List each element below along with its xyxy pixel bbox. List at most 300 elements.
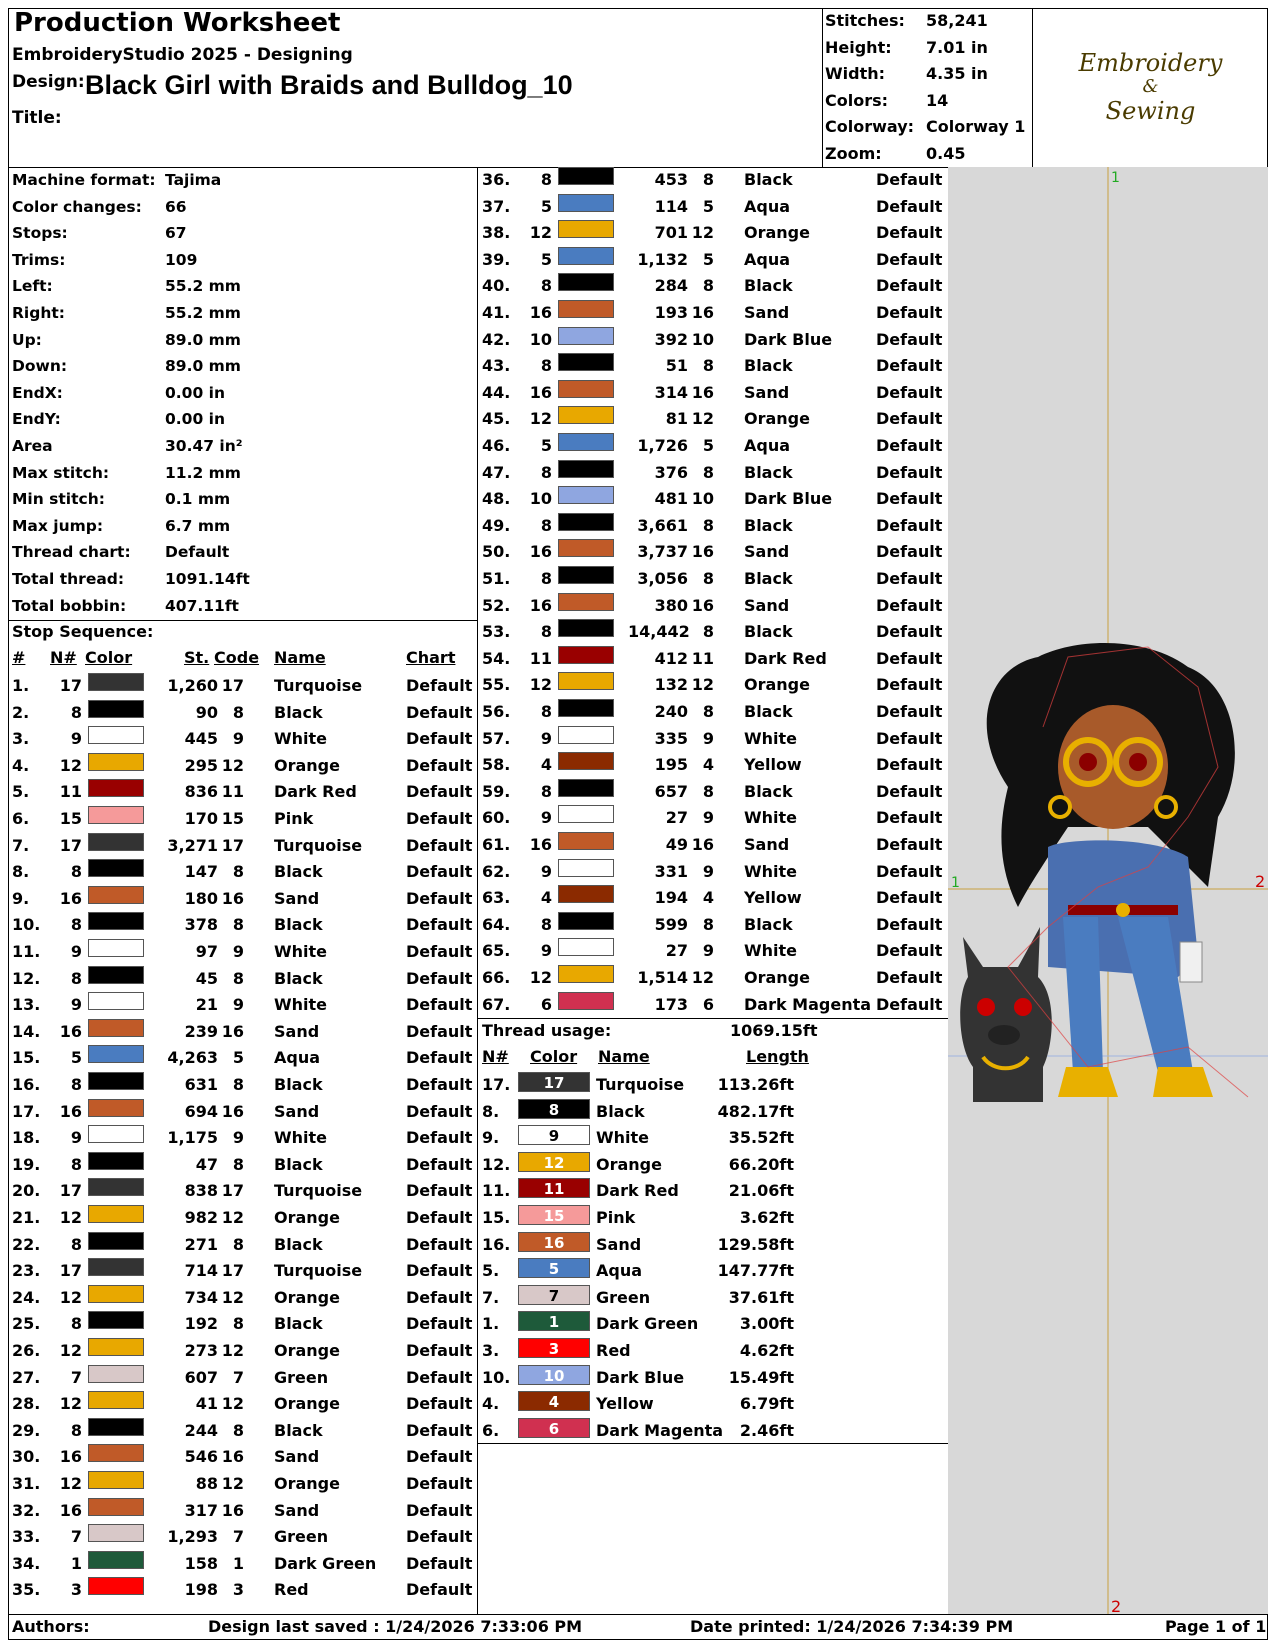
thread-swatch: 9 [518, 1125, 590, 1145]
row-code: 11 [691, 648, 714, 668]
table-row [8, 1258, 476, 1285]
row-code: 8 [232, 1314, 244, 1334]
row-code: 12 [221, 1287, 244, 1307]
row-needle: 8 [540, 356, 552, 376]
row-stitches: 132 [654, 675, 688, 695]
row-code: 4 [702, 888, 714, 908]
row-stitches: 90 [195, 702, 218, 722]
row-name: Sand [744, 382, 790, 402]
row-chart: Default [406, 1553, 473, 1573]
row-number: 50. [482, 542, 511, 562]
color-swatch [558, 167, 614, 185]
row-number: 10. [12, 915, 41, 935]
thread-col-header: N# [482, 1047, 509, 1066]
row-code: 8 [702, 914, 714, 934]
color-swatch [558, 433, 614, 451]
table-row [478, 646, 946, 673]
table-row [478, 805, 946, 832]
row-number: 37. [482, 196, 511, 216]
row-name: Orange [274, 1208, 340, 1227]
list-item [478, 1099, 948, 1126]
table-row [8, 1471, 476, 1498]
row-name: White [744, 941, 798, 961]
row-needle: 6 [540, 994, 552, 1014]
table-row [8, 1099, 476, 1126]
row-name: Dark Green [274, 1553, 377, 1573]
row-code: 1 [232, 1553, 244, 1573]
stat-value: 7.01 in [926, 37, 988, 57]
color-swatch [88, 1498, 144, 1516]
row-name: Black [744, 702, 793, 721]
row-code: 15 [221, 809, 244, 828]
color-swatch [558, 566, 614, 584]
row-stitches: 273 [184, 1341, 218, 1360]
list-item [478, 1205, 948, 1232]
row-number: 8. [12, 862, 30, 882]
color-swatch [558, 406, 614, 424]
row-name: Orange [744, 675, 810, 695]
row-chart: Default [876, 569, 943, 588]
color-swatch [88, 1551, 144, 1569]
row-name: Black [744, 170, 793, 189]
row-needle: 1 [70, 1553, 82, 1573]
stat-label: Height: [825, 37, 892, 57]
color-swatch [88, 1072, 144, 1090]
row-code: 5 [232, 1048, 244, 1068]
row-chart: Default [406, 862, 473, 882]
row-number: 23. [12, 1261, 41, 1281]
footer-authors: Authors: [12, 1617, 90, 1636]
row-name: Black [744, 622, 793, 642]
row-stitches: 195 [654, 755, 688, 775]
row-chart: Default [406, 995, 473, 1015]
row-chart: Default [406, 1394, 473, 1414]
row-chart: Default [406, 1314, 473, 1334]
row-chart: Default [876, 941, 943, 961]
table-row [8, 1498, 476, 1525]
row-needle: 8 [70, 915, 82, 935]
info-label: Right: [12, 304, 65, 322]
table-row [8, 700, 476, 727]
row-needle: 7 [70, 1367, 82, 1387]
row-name: Yellow [744, 888, 802, 908]
row-stitches: 147 [184, 862, 218, 882]
row-name: Turquoise [274, 676, 363, 695]
row-name: Orange [274, 1474, 340, 1493]
row-chart: Default [876, 436, 943, 455]
info-value: 0.00 in [165, 410, 225, 429]
row-number: 3. [12, 729, 30, 749]
thread-swatch: 5 [518, 1258, 590, 1278]
table-row [478, 885, 946, 912]
color-swatch [558, 752, 614, 770]
row-name: Dark Blue [744, 489, 833, 509]
row-number: 42. [482, 329, 511, 349]
row-chart: Default [406, 888, 473, 908]
row-chart: Default [406, 782, 473, 802]
thread-name: Dark Red [596, 1181, 679, 1201]
row-stitches: 657 [654, 781, 688, 801]
table-row [8, 779, 476, 806]
info-label: Left: [12, 277, 53, 296]
stat-value: 14 [926, 90, 949, 110]
color-swatch [558, 938, 614, 956]
marker-top: 1 [1111, 170, 1120, 186]
row-code: 12 [691, 968, 714, 987]
info-divider [8, 620, 477, 621]
info-label: Area [12, 437, 53, 455]
info-value: 109 [165, 250, 198, 269]
row-name: Sand [744, 595, 790, 615]
color-swatch [558, 726, 614, 744]
logo [1033, 48, 1268, 126]
color-swatch [558, 885, 614, 903]
stat-row [823, 35, 1033, 62]
row-chart: Default [406, 729, 473, 749]
row-stitches: 445 [184, 729, 218, 749]
row-stitches: 81 [665, 409, 688, 429]
thread-needle: 4. [482, 1394, 500, 1414]
row-number: 22. [12, 1234, 41, 1254]
row-chart: Default [406, 1234, 473, 1254]
info-value: 89.0 mm [165, 357, 241, 376]
row-number: 48. [482, 489, 511, 509]
row-needle: 4 [540, 888, 552, 908]
row-number: 35. [12, 1580, 41, 1600]
thread-length: 147.77ft [717, 1261, 794, 1281]
info-label: Up: [12, 330, 42, 349]
thread-swatch: 12 [518, 1152, 590, 1172]
row-stitches: 1,514 [637, 968, 688, 987]
thread-swatch: 7 [518, 1285, 590, 1305]
row-chart: Default [406, 1021, 473, 1041]
table-row [8, 1391, 476, 1418]
info-label: Trims: [12, 250, 66, 269]
row-name: Black [274, 1154, 323, 1174]
thread-needle: 10. [482, 1367, 511, 1387]
thread-name: Dark Green [596, 1314, 699, 1334]
table-row [478, 353, 946, 380]
row-chart: Default [406, 1261, 473, 1281]
color-swatch [558, 859, 614, 877]
row-name: Orange [744, 968, 810, 987]
table-row [8, 1338, 476, 1365]
table-row [8, 1577, 476, 1604]
row-stitches: 317 [184, 1500, 218, 1520]
row-number: 66. [482, 968, 511, 987]
row-name: Black [744, 569, 793, 588]
color-swatch [88, 700, 144, 718]
marker-left: 1 [951, 875, 960, 891]
row-needle: 12 [59, 1287, 82, 1307]
thread-needle: 9. [482, 1128, 500, 1148]
info-row [12, 353, 472, 380]
thread-needle: 8. [482, 1101, 500, 1121]
row-chart: Default [406, 1208, 473, 1227]
list-item [478, 1125, 948, 1152]
list-item [478, 1178, 948, 1205]
row-number: 18. [12, 1128, 41, 1148]
row-code: 9 [702, 941, 714, 961]
row-code: 16 [221, 1021, 244, 1041]
row-needle: 12 [529, 968, 552, 987]
color-swatch [558, 194, 614, 212]
table-row [8, 1178, 476, 1205]
row-stitches: 1,726 [637, 436, 688, 455]
row-needle: 8 [70, 1154, 82, 1174]
row-chart: Default [876, 249, 943, 269]
row-stitches: 14,442 [628, 622, 690, 642]
table-row [8, 673, 476, 700]
row-chart: Default [406, 1075, 473, 1094]
row-stitches: 694 [184, 1101, 218, 1121]
info-label: Stops: [12, 224, 68, 243]
thread-swatch: 17 [518, 1072, 590, 1092]
table-row [478, 273, 946, 300]
row-stitches: 1,293 [167, 1527, 218, 1547]
info-value: 89.0 mm [165, 330, 241, 349]
row-stitches: 380 [654, 595, 688, 615]
row-chart: Default [406, 942, 473, 961]
table-row [478, 194, 946, 221]
row-name: Orange [274, 1341, 340, 1360]
row-code: 8 [232, 1234, 244, 1254]
row-name: Orange [744, 409, 810, 429]
row-stitches: 198 [184, 1580, 218, 1600]
row-chart: Default [406, 835, 473, 855]
thread-length: 6.79ft [739, 1394, 794, 1414]
thread-needle: 7. [482, 1287, 500, 1307]
color-swatch [88, 992, 144, 1010]
row-name: Sand [274, 888, 320, 908]
row-chart: Default [876, 994, 943, 1014]
row-needle: 8 [540, 569, 552, 588]
row-number: 56. [482, 702, 511, 721]
row-stitches: 271 [184, 1234, 218, 1254]
row-stitches: 192 [184, 1314, 218, 1334]
thread-needle: 5. [482, 1261, 500, 1281]
row-chart: Default [406, 915, 473, 935]
thread-name: Dark Blue [596, 1367, 685, 1387]
color-swatch [558, 380, 614, 398]
row-stitches: 412 [654, 648, 688, 668]
row-stitches: 194 [654, 888, 688, 908]
row-needle: 12 [59, 1341, 82, 1360]
thread-length: 35.52ft [728, 1128, 794, 1148]
row-number: 15. [12, 1048, 41, 1068]
stop-sequence-heading: Stop Sequence: [12, 622, 154, 641]
info-row [12, 194, 472, 221]
color-swatch [558, 486, 614, 504]
row-needle: 8 [540, 170, 552, 189]
row-needle: 12 [59, 1208, 82, 1227]
table-row [478, 327, 946, 354]
color-swatch [88, 1099, 144, 1117]
table-row [478, 859, 946, 886]
table-row [478, 486, 946, 513]
row-code: 17 [221, 1261, 244, 1281]
row-name: White [274, 1128, 328, 1148]
thread-name: Dark Magenta [596, 1420, 724, 1440]
color-swatch [88, 1258, 144, 1276]
bulldog-artwork [960, 927, 1052, 1102]
color-swatch [88, 753, 144, 771]
info-value: Tajima [165, 171, 222, 189]
thread-swatch: 3 [518, 1338, 590, 1358]
table-row [8, 939, 476, 966]
row-needle: 12 [59, 755, 82, 775]
info-label: EndX: [12, 383, 63, 402]
row-number: 12. [12, 968, 41, 988]
info-row [12, 406, 472, 433]
row-number: 29. [12, 1420, 41, 1440]
row-code: 8 [702, 276, 714, 296]
row-stitches: 392 [654, 329, 688, 349]
color-swatch [88, 673, 144, 691]
row-code: 8 [702, 702, 714, 721]
row-code: 17 [221, 1181, 244, 1201]
row-chart: Default [406, 1101, 473, 1121]
table-row [478, 965, 946, 992]
row-needle: 10 [529, 329, 552, 349]
row-stitches: 1,132 [637, 249, 688, 269]
row-code: 8 [232, 702, 244, 722]
table-row [478, 726, 946, 753]
row-needle: 12 [529, 223, 552, 243]
info-row [12, 486, 472, 513]
row-number: 20. [12, 1181, 41, 1201]
stop-col-header: # [12, 648, 26, 667]
row-name: Aqua [274, 1048, 321, 1068]
thread-needle: 11. [482, 1181, 511, 1201]
row-needle: 9 [70, 729, 82, 749]
row-stitches: 607 [184, 1367, 218, 1387]
row-chart: Default [406, 1181, 473, 1201]
list-item [478, 1152, 948, 1179]
row-stitches: 284 [654, 276, 688, 296]
row-needle: 4 [540, 755, 552, 775]
row-stitches: 97 [195, 942, 218, 961]
row-number: 13. [12, 995, 41, 1015]
row-number: 30. [12, 1447, 41, 1467]
stat-value: 58,241 [926, 11, 988, 30]
info-value: 11.2 mm [165, 463, 241, 482]
row-needle: 16 [59, 1021, 82, 1041]
design-preview-svg [948, 167, 1268, 1614]
row-number: 11. [12, 942, 41, 961]
row-number: 9. [12, 888, 30, 908]
info-value: 1091.14ft [165, 570, 250, 588]
row-chart: Default [876, 329, 943, 349]
table-row [478, 167, 946, 194]
row-code: 9 [232, 942, 244, 961]
row-needle: 8 [540, 702, 552, 721]
logo-line-3: Sewing [1105, 97, 1196, 125]
row-chart: Default [876, 595, 943, 615]
row-stitches: 51 [665, 356, 688, 376]
row-stitches: 3,661 [637, 515, 688, 535]
row-number: 36. [482, 170, 511, 189]
row-code: 16 [221, 1101, 244, 1121]
row-stitches: 1,175 [167, 1128, 218, 1148]
row-stitches: 21 [195, 995, 218, 1015]
row-chart: Default [406, 1341, 473, 1360]
table-row [478, 566, 946, 593]
info-label: Max jump: [12, 516, 104, 535]
row-stitches: 193 [654, 303, 688, 322]
color-swatch [88, 1444, 144, 1462]
table-row [478, 992, 946, 1019]
thread-length: 21.06ft [728, 1181, 794, 1201]
row-number: 46. [482, 436, 511, 455]
row-needle: 12 [59, 1474, 82, 1493]
row-code: 12 [691, 223, 714, 243]
row-number: 54. [482, 648, 511, 668]
table-row [8, 806, 476, 833]
row-number: 27. [12, 1367, 41, 1387]
header-left [8, 8, 823, 167]
table-row [8, 1285, 476, 1312]
thread-swatch: 15 [518, 1205, 590, 1225]
row-number: 19. [12, 1154, 41, 1174]
info-value: 0.00 in [165, 383, 225, 402]
row-name: Dark Magenta [744, 994, 872, 1014]
row-needle: 17 [59, 1181, 82, 1201]
thread-usage-heading: Thread usage: [482, 1021, 612, 1040]
row-number: 21. [12, 1208, 41, 1227]
row-number: 67. [482, 994, 511, 1014]
thread-swatch: 6 [518, 1418, 590, 1438]
color-swatch [88, 1019, 144, 1037]
table-row [478, 247, 946, 274]
thread-swatch: 16 [518, 1232, 590, 1252]
table-row [8, 1072, 476, 1099]
info-row [12, 566, 472, 593]
row-name: White [274, 729, 328, 749]
row-stitches: 378 [184, 915, 218, 935]
row-number: 47. [482, 462, 511, 482]
row-code: 7 [232, 1367, 244, 1387]
row-stitches: 331 [654, 861, 688, 881]
table-row [478, 699, 946, 726]
row-chart: Default [406, 702, 473, 722]
info-row [12, 380, 472, 407]
stop-col-header: N# [50, 648, 77, 667]
row-stitches: 838 [184, 1181, 218, 1201]
thread-length: 129.58ft [717, 1234, 794, 1254]
row-code: 9 [702, 861, 714, 881]
row-code: 9 [702, 808, 714, 828]
thread-name: Green [596, 1287, 651, 1307]
info-row [12, 539, 472, 566]
row-number: 55. [482, 675, 511, 695]
info-value: 66 [165, 197, 187, 216]
row-name: Orange [274, 755, 340, 775]
info-row [12, 167, 472, 194]
row-code: 8 [232, 1075, 244, 1094]
color-swatch [88, 806, 144, 824]
thread-name: Red [596, 1341, 631, 1360]
thread-swatch: 1 [518, 1311, 590, 1331]
row-stitches: 4,263 [167, 1048, 218, 1068]
table-row [8, 912, 476, 939]
table-row [8, 1125, 476, 1152]
row-chart: Default [406, 1048, 473, 1068]
footer-page: Page 1 of 1 [1165, 1617, 1267, 1636]
color-swatch [88, 939, 144, 957]
row-name: Black [744, 276, 793, 296]
info-row [12, 513, 472, 540]
